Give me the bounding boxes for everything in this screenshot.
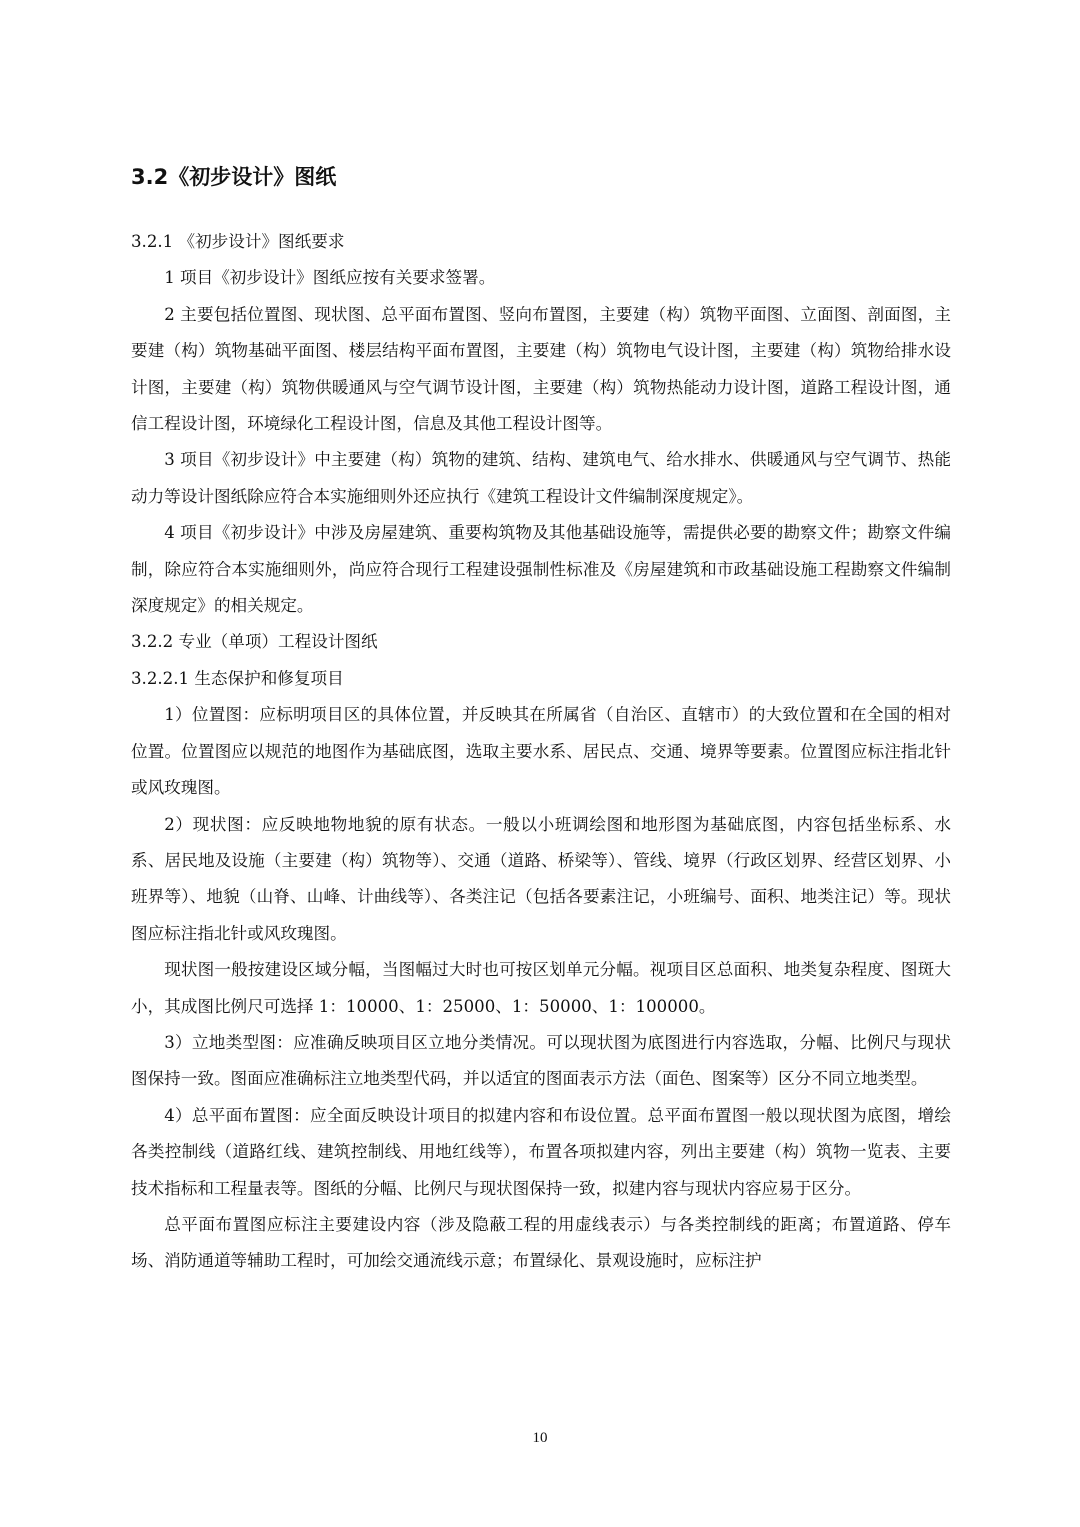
paragraph: 3）立地类型图：应准确反映项目区立地分类情况。可以现状图为底图进行内容选取，分幅、比例尺与现状图保持一致。图面应准确标注立地类型代码，并以适宜的图面表示方法（面色、图案等）区分不同立地类型。 — [131, 1032, 951, 1089]
document-body — [131, 224, 951, 1280]
paragraph: 2 主要包括位置图、现状图、总平面布置图、竖向布置图，主要建（构）筑物平面图、立面图、剖面图，主要建（构）筑物基础平面图、楼层结构平面布置图，主要建（构）筑物电气设计图，主要建（构）筑物给排水设计图，主要建（构）筑物供暖通风与空气调节设计图，主要建（构）筑物热能动力设计图，道路工程设计图，通信工程设计图，环境绿化工程设计图，信息及其他工程设计图等。 — [131, 304, 951, 434]
paragraph: 现状图一般按建设区域分幅，当图幅过大时也可按区划单元分幅。视项目区总面积、地类复杂程度、图斑大小，其成图比例尺可选择 1：10000、1：25000、1：50000、1：100000。 — [131, 960, 951, 1016]
subsection-heading: 3.2.2 专业（单项）工程设计图纸 — [131, 632, 378, 652]
paragraph: 总平面布置图应标注主要建设内容（涉及隐蔽工程的用虚线表示）与各类控制线的距离；布置道路、停车场、消防通道等辅助工程时，可加绘交通流线示意；布置绿化、景观设施时，应标注护 — [131, 1214, 951, 1271]
paragraph: 3 项目《初步设计》中主要建（构）筑物的建筑、结构、建筑电气、给水排水、供暖通风与空气调节、热能动力等设计图纸除应符合本实施细则外还应执行《建筑工程设计文件编制深度规定》。 — [131, 450, 951, 506]
paragraph: 1 项目《初步设计》图纸应按有关要求签署。 — [164, 268, 496, 288]
page-number: 10 — [532, 1430, 548, 1446]
paragraph: 1）位置图：应标明项目区的具体位置，并反映其在所属省（自治区、直辖市）的大致位置和在全国的相对位置。位置图应以规范的地图作为基础底图，选取主要水系、居民点、交通、境界等要素。位置图应标注指北针或风玫瑰图。 — [131, 705, 951, 798]
section-title: 3.2《初步设计》图纸 — [131, 165, 337, 189]
subsection-heading: 3.2.1 《初步设计》图纸要求 — [131, 232, 345, 251]
subsection-heading: 3.2.2.1 生态保护和修复项目 — [131, 668, 344, 688]
paragraph: 4 项目《初步设计》中涉及房屋建筑、重要构筑物及其他基础设施等，需提供必要的勘察文件；勘察文件编制，除应符合本实施细则外，尚应符合现行工程建设强制性标准及《房屋建筑和市政基础设施工程勘察文件编制深度规定》的相关规定。 — [131, 523, 951, 616]
paragraph: 4）总平面布置图：应全面反映设计项目的拟建内容和布设位置。总平面布置图一般以现状图为底图，增绘各类控制线（道路红线、建筑控制线、用地红线等），布置各项拟建内容，列出主要建（构）筑物一览表、主要技术指标和工程量表等。图纸的分幅、比例尺与现状图保持一致，拟建内容与现状内容应易于区分。 — [131, 1105, 951, 1198]
paragraph: 2）现状图：应反映地物地貌的原有状态。一般以小班调绘图和地形图为基础底图，内容包括坐标系、水系、居民地及设施（主要建（构）筑物等）、交通（道路、桥梁等）、管线、境界（行政区划界、经营区划界、小班界等）、地貌（山脊、山峰、计曲线等）、各类注记（包括各要素注记，小班编号、面积、地类注记）等。现状图应标注指北针或风玫瑰图。 — [131, 814, 951, 943]
